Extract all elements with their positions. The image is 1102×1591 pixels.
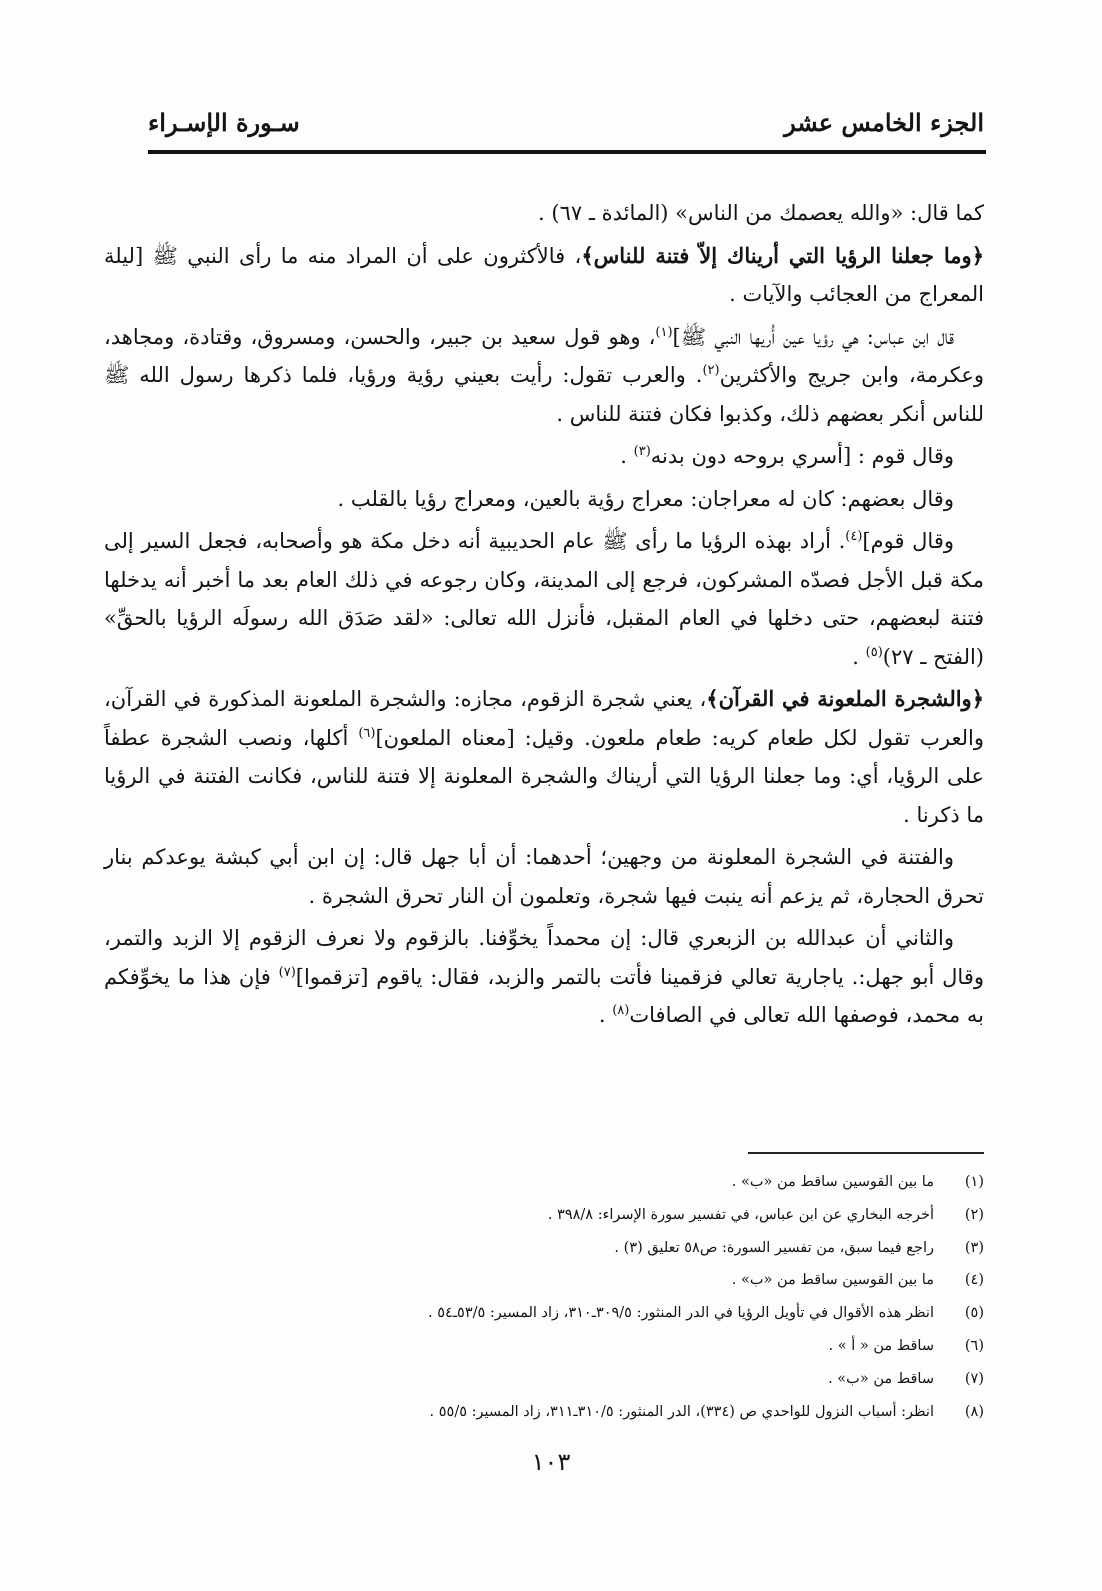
- paragraph-9-text-a: والثاني أن عبدالله بن الزبعري قال: إن محمداً يخوِّفنا. بالزقوم ولا نعرف الزقوم إلا الزبد والتمر، وقال أبو جهل:. ياجارية تعالي فزقمينا فأتت بالتمر والزبد، فقال: ياقوم [تزقموا]: [104, 926, 984, 989]
- footnote-number: (١): [964, 1174, 984, 1190]
- footnote-number: (٦): [964, 1337, 984, 1354]
- paragraph-2: [104, 237, 984, 314]
- paragraph-6-text-c: .: [852, 644, 866, 669]
- footnote-item: [104, 1330, 984, 1363]
- footnote-ref-5: (٥): [865, 644, 883, 660]
- part-title: الجزء الخامس عشر: [784, 107, 984, 137]
- paragraph-6-text-a: وقال قوم]: [862, 529, 955, 553]
- paragraph-5: [104, 480, 984, 519]
- footnote-number: (٣): [964, 1239, 984, 1256]
- paragraph-4: [104, 437, 984, 476]
- footnote-ref-3: (٣): [633, 444, 651, 459]
- paragraph-3-text-a: قال ابن عباس: هي رؤيا عين أُريها النبي ﷺ]: [672, 324, 954, 349]
- paragraph-9-text-c: .: [598, 1003, 613, 1027]
- page-header: [148, 102, 984, 142]
- paragraph-2-text: ، فالأكثرون على أن المراد منه ما رأى النبي ﷺ [ليلة المعراج من العجائب والآيات .: [104, 243, 984, 306]
- footnotes-list: [104, 1166, 984, 1428]
- paragraph-6-text-b: . أراد بهذه الرؤيا ما رأى ﷺ عام الحديبية أنه دخل مكة هو وأصحابه، فجعل السير إلى مكة قبل الأجل فصدّه المشركون، فرجع إلى المدينة، وكان رجوعه في ذلك العام بعد ما أخبر أنه يدخلها فتنة لبعضهم، حتى دخلها في العام المقبل، فأنزل الله تعالى: «لقد صَدَق الله رسولَه الرؤيا بالحقِّ» (الفتح ـ ٢٧): [104, 529, 984, 669]
- paragraph-7-text-b: أكلها، ونصب الشجرة عطفاً على الرؤيا، أي: وما جعلنا الرؤيا التي أريناك والشجرة المعلونة إلا فتنة للناس، فكانت الفتنة في الرؤيا ما ذكرنا .: [104, 725, 984, 827]
- footnote-text: ساقط من « أ » .: [828, 1337, 934, 1354]
- footnote-ref-1: (١): [655, 324, 673, 340]
- footnote-ref-2: (٢): [702, 363, 720, 378]
- paragraph-9-text-b: فإن هذا ما يخوِّفكم به محمد، فوصفها الله تعالى في الصافات: [104, 964, 984, 1027]
- paragraph-3-text-b: ، وهو قول سعيد بن جبير، والحسن، ومسروق، وقتادة، ومجاهد، وعكرمة، وابن جريج والأكثرين: [104, 324, 984, 387]
- footnote-number: (٢): [964, 1206, 984, 1223]
- paragraph-7-text-a: ، يعني شجرة الزقوم، مجازه: والشجرة الملعونة المذكورة في القرآن، والعرب تقول لكل طعام كريه: طعام ملعون. وقيل: [معناه الملعون]: [104, 687, 984, 750]
- paragraph-9: [104, 919, 984, 1035]
- footnote-ref-8: (٨): [612, 1003, 630, 1018]
- footnote-ref-4: (٤): [845, 529, 863, 544]
- footnote-ref-7: (٧): [278, 964, 296, 980]
- paragraph-1: [104, 194, 984, 233]
- footnote-text: ما بين القوسين ساقط من «ب» .: [731, 1272, 934, 1289]
- footnote-item: [104, 1232, 984, 1265]
- footnote-number: (٤): [964, 1272, 984, 1289]
- footnote-text: انظر: أسباب النزول للواحدي ص (٣٣٤)، الدر المنثور: ٣١٠/٥ـ٣١١، زاد المسير: ٥٥/٥ .: [429, 1403, 934, 1420]
- paragraph-5-text: وقال بعضهم: كان له معراجان: معراج رؤية بالعين، ومعراج رؤيا بالقلب .: [337, 486, 954, 511]
- footnote-ref-6: (٦): [358, 725, 376, 741]
- paragraph-3-text-c: . والعرب تقول: رأيت بعيني رؤية ورؤيا، فلما ذكرها رسول الله ﷺ للناس أنكر بعضهم ذلك، وكذبوا فكان فتنة للناس .: [104, 363, 984, 426]
- paragraph-4-text-a: وقال قوم : [أسري بروحه دون بدنه: [650, 444, 954, 468]
- quran-quote-2: ﴿والشجرة الملعونة في القرآن﴾: [706, 686, 984, 711]
- paragraph-8: [104, 838, 984, 915]
- footnote-number: (٨): [964, 1403, 984, 1420]
- footnote-text: انظر هذه الأقوال في تأويل الرؤيا في الدر المنثور: ٣٠٩/٥ـ٣١٠، زاد المسير: ٥٣/٥ـ٥٤ .: [427, 1305, 934, 1322]
- footnote-number: (٧): [964, 1370, 984, 1387]
- main-text: [104, 194, 984, 1039]
- paragraph-7: [104, 680, 984, 834]
- footnote-text: راجع فيما سبق، من تفسير السورة: ص٥٨ تعليق (٣) .: [614, 1239, 934, 1256]
- paragraph-8-text: والفتنة في الشجرة المعلونة من وجهين؛ أحدهما: أن أبا جهل قال: إن ابن أبي كبشة يوعدكم بنار تحرق الحجارة، ثم يزعم أنه ينبت فيها شجرة، وتعلمون أن النار تحرق الشجرة .: [104, 845, 984, 908]
- page-number: ١٠٣: [531, 1448, 571, 1476]
- footnote-item: [104, 1166, 984, 1199]
- footnote-item: [104, 1363, 984, 1396]
- footnote-text: ما بين القوسين ساقط من «ب» .: [731, 1174, 934, 1190]
- footnote-item: [104, 1264, 984, 1297]
- footnote-text: ساقط من «ب» .: [828, 1370, 934, 1387]
- footnote-item: [104, 1199, 984, 1232]
- footnote-number: (٥): [964, 1305, 984, 1322]
- paragraph-3: [104, 318, 984, 434]
- surah-title: سـورة الإسـراء: [148, 107, 300, 137]
- paragraph-4-text-b: .: [620, 444, 634, 468]
- footnote-item: [104, 1396, 984, 1429]
- header-divider: [148, 150, 986, 154]
- footnote-divider: [748, 1152, 984, 1154]
- footnote-item: [104, 1297, 984, 1330]
- paragraph-6: [104, 522, 984, 676]
- footnote-text: أخرجه البخاري عن ابن عباس، في تفسير سورة الإسراء: ٣٩٨/٨ .: [547, 1206, 934, 1223]
- paragraph-1-text: كما قال: «والله يعصمك من الناس» (المائدة ـ ٦٧) .: [538, 201, 984, 225]
- quran-quote-1: ﴿وما جعلنا الرؤيا التي أريناك إلاّ فتنة للناس﴾: [581, 242, 984, 268]
